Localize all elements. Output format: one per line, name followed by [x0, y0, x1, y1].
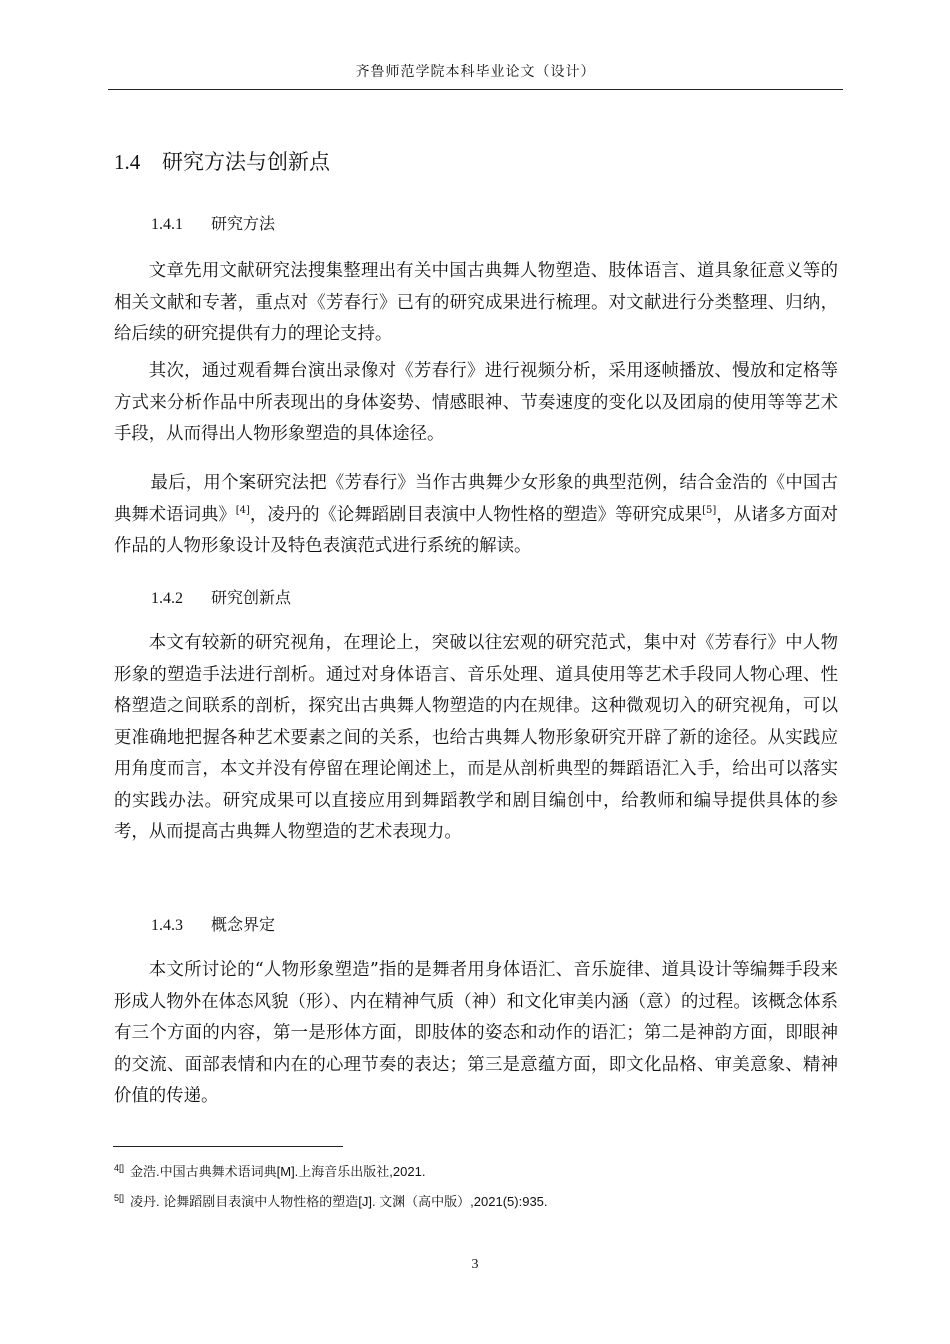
case-study-text-c: ，从诸多方面对作品的人物形象设计及特色表演范式进行系统的解读。 — [114, 504, 839, 556]
section-heading — [114, 147, 330, 177]
subsection-heading-1-4-2 — [151, 587, 291, 610]
subsection-title: 概念界定 — [211, 915, 276, 934]
page-header-title: 齐鲁师范学院本科毕业论文（设计） — [355, 64, 596, 80]
header-divider — [108, 89, 843, 90]
page-number: 3 — [471, 1257, 479, 1272]
paragraph-methods-literature: 文章先用文献研究法搜集整理出有关中国古典舞人物塑造、肢体语言、道具象征意义等的相关文献和专著，重点对《芳春行》已有的研究成果进行梳理。对文献进行分类整理、归纳，给后续的研究提供有力的理论支持。 — [114, 261, 838, 344]
subsection-heading-1-4-1 — [151, 213, 275, 236]
paragraph-concept-definition: 本文所讨论的“人物形象塑造”指的是舞者用身体语汇、音乐旋律、道具设计等编舞手段来形成人物外在体态风貌（形）、内在精神气质（神）和文化审美内涵（意）的过程。该概念体系有三个方面的内容，第一是形体方面，即肢体的姿态和动作的语汇；第二是神韵方面，即眼神的交流、面部表情和内在的心理节奏的表达；第三是意蕴方面，即文化品格、审美意象、精神价值的传递。 — [114, 960, 838, 1106]
subsection-title: 研究方法 — [211, 214, 276, 233]
section-number: 1.4 — [114, 150, 141, 174]
footnote-text: 金浩.中国古典舞术语词典[M].上海音乐出版社,2021. — [130, 1164, 426, 1179]
paragraph-methods-case-study — [114, 468, 838, 563]
subsection-number: 1.4.2 — [151, 590, 183, 607]
footnote-mark: 5[] — [114, 1193, 125, 1203]
case-study-text-b: ，凌丹的《论舞蹈剧目表演中人物性格的塑造》等研究成果 — [249, 504, 703, 525]
subsection-title: 研究创新点 — [211, 588, 292, 607]
paragraph-innovation: 本文有较新的研究视角，在理论上，突破以往宏观的研究范式，集中对《芳春行》中人物形象的塑造手法进行剖析。通过对身体语言、音乐处理、道具使用等艺术手段同人物心理、性格塑造之间联系的剖析，探究出古典舞人物塑造的内在规律。这种微观切入的研究视角，可以更准确地把握各种艺术要素之间的关系，也给古典舞人物形象研究开辟了新的途径。从实践应用角度而言，本文并没有停留在理论阐述上，而是从剖析典型的舞蹈语汇入手，给出可以落实的实践办法。研究成果可以直接应用到舞蹈教学和剧目编创中，给教师和编导提供具体的参考，从而提高古典舞人物塑造的艺术表现力。 — [114, 633, 838, 842]
footnote-5 — [114, 1189, 548, 1211]
case-study-text-a: 最后，用个案研究法把《芳春行》当作古典舞少女形象的典型范例，结合金浩的《中国古典舞术语词典》 — [114, 473, 838, 525]
subsection-heading-1-4-3 — [151, 914, 275, 937]
footnote-4 — [114, 1159, 425, 1181]
footnote-text: 凌丹. 论舞蹈剧目表演中人物性格的塑造[J]. 文渊（高中版）,2021(5):935. — [130, 1194, 548, 1209]
paragraph-methods-video: 其次，通过观看舞台演出录像对《芳春行》进行视频分析，采用逐帧播放、慢放和定格等方式来分析作品中所表现出的身体姿势、情感眼神、节奏速度的变化以及团扇的使用等等艺术手段，从而得出人物形象塑造的具体途径。 — [114, 361, 838, 444]
footnote-mark: 4[] — [114, 1163, 125, 1173]
citation-ref-4: [4] — [235, 504, 250, 516]
section-title: 研究方法与创新点 — [162, 150, 330, 174]
citation-ref-5: [5] — [702, 504, 717, 516]
subsection-number: 1.4.1 — [151, 216, 183, 233]
subsection-number: 1.4.3 — [151, 917, 183, 934]
footnote-divider — [113, 1146, 343, 1147]
